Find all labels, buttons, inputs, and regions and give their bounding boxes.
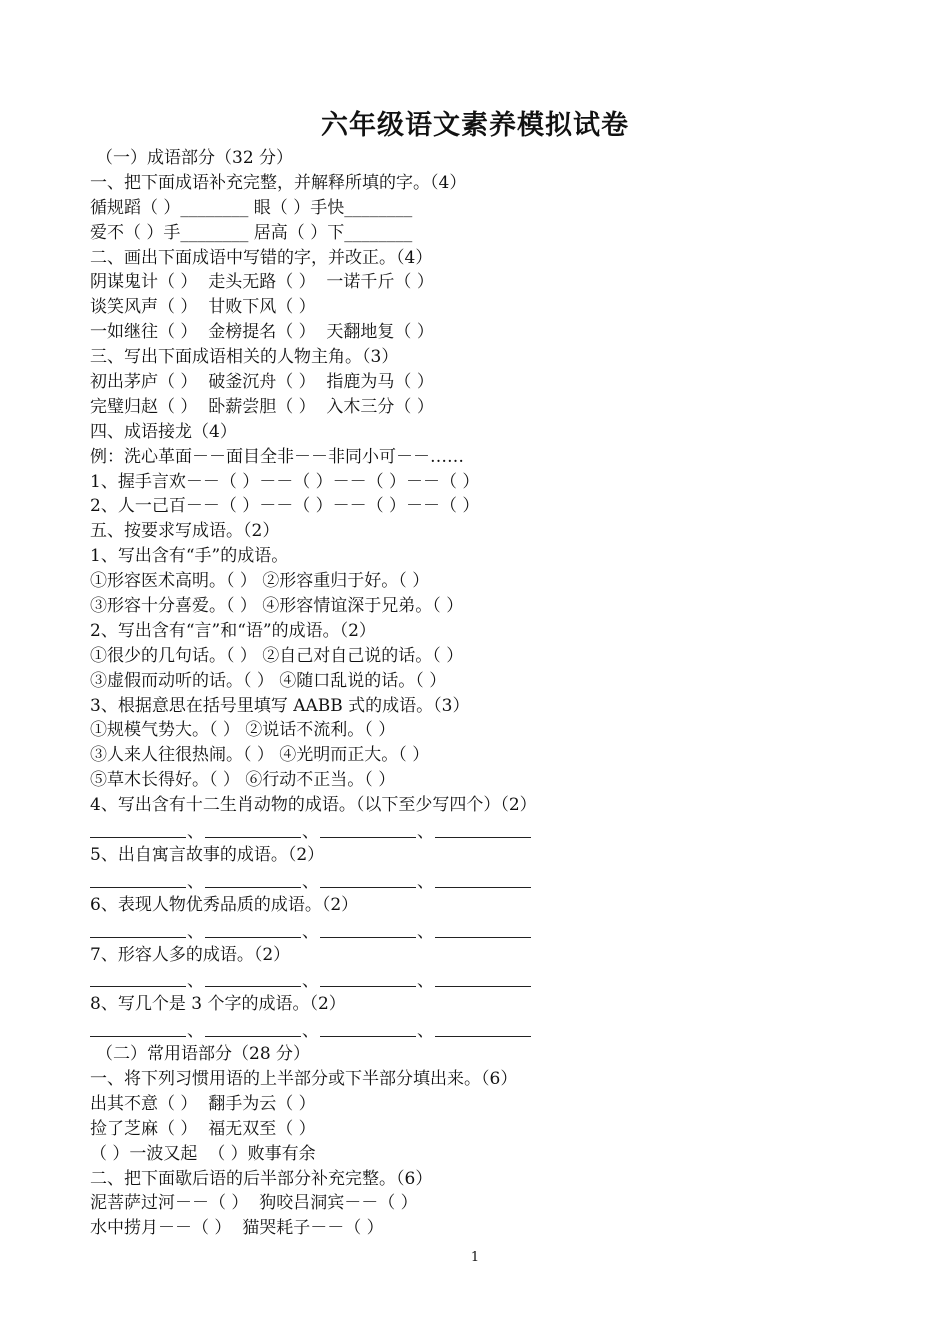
blank-separator: 、 — [417, 971, 434, 992]
answer-blank[interactable] — [320, 937, 416, 938]
text-line: 水中捞月－－（ ） 猫哭耗子－－（ ） — [90, 1218, 384, 1239]
answer-blank[interactable] — [320, 837, 416, 838]
text-line: ③人来人往很热闹。（ ） ④光明而正大。（ ） — [90, 745, 430, 766]
blank-separator: 、 — [417, 822, 434, 843]
text-line: 8、写几个是 3 个字的成语。（2） — [90, 994, 346, 1015]
blank-separator: 、 — [417, 871, 434, 892]
blank-separator: 、 — [302, 1021, 319, 1042]
text-line: 谈笑风声（ ） 甘败下风（ ） — [90, 297, 316, 318]
document-body — [90, 146, 880, 1241]
text-line: 爱不（ ）手________ 居高（ ）下________ — [90, 222, 413, 243]
page-number: 1 — [470, 1250, 480, 1265]
answer-blank[interactable] — [435, 937, 531, 938]
text-line: 4、写出含有十二生肖动物的成语。（以下至少写四个）（2） — [90, 795, 537, 816]
text-line: 泥菩萨过河－－（ ） 狗咬吕洞宾－－（ ） — [90, 1193, 418, 1214]
text-line: 1、握手言欢－－（ ）－－（ ）－－（ ）－－（ ） — [90, 471, 480, 492]
text-line: 7、形容人多的成语。（2） — [90, 944, 291, 965]
blank-separator: 、 — [187, 971, 204, 992]
answer-blank[interactable] — [435, 1036, 531, 1037]
answer-blank[interactable] — [90, 887, 186, 888]
answer-blank[interactable] — [90, 837, 186, 838]
text-line: 6、表现人物优秀品质的成语。（2） — [90, 894, 359, 915]
answer-blank[interactable] — [435, 986, 531, 987]
answer-blanks-row[interactable] — [90, 967, 880, 992]
blank-separator: 、 — [302, 822, 319, 843]
text-line: 五、按要求写成语。（2） — [90, 521, 280, 542]
answer-blank[interactable] — [435, 837, 531, 838]
blank-separator: 、 — [302, 921, 319, 942]
text-line: 阴谋鬼计（ ） 走头无路（ ） 一诺千斤（ ） — [90, 272, 434, 293]
answer-blank[interactable] — [205, 937, 301, 938]
answer-blank[interactable] — [320, 986, 416, 987]
answer-blank[interactable] — [205, 986, 301, 987]
text-line: ①形容医术高明。（ ） ②形容重归于好。（ ） — [90, 571, 430, 592]
text-line: 初出茅庐（ ） 破釜沉舟（ ） 指鹿为马（ ） — [90, 372, 434, 393]
blank-separator: 、 — [417, 1021, 434, 1042]
blank-separator: 、 — [187, 871, 204, 892]
text-line: ①规模气势大。（ ） ②说话不流利。（ ） — [90, 720, 396, 741]
text-line: 2、写出含有“言”和“语”的成语。（2） — [90, 620, 376, 641]
blank-separator: 、 — [187, 822, 204, 843]
text-line: （二）常用语部分（28 分） — [96, 1044, 311, 1065]
text-line: （一）成语部分（32 分） — [96, 148, 294, 168]
answer-blanks-row[interactable] — [90, 868, 880, 893]
blank-separator: 、 — [302, 871, 319, 892]
blank-separator: 、 — [187, 1021, 204, 1042]
answer-blank[interactable] — [435, 887, 531, 888]
text-line: 二、画出下面成语中写错的字，并改正。（4） — [90, 247, 433, 268]
text-line: ③虚假而动听的话。（ ） ④随口乱说的话。（ ） — [90, 670, 447, 691]
text-line: 一、把下面成语补充完整，并解释所填的字。（4） — [90, 172, 467, 193]
text-line: 3、根据意思在括号里填写 AABB 式的成语。（3） — [90, 695, 470, 716]
answer-blanks-row[interactable] — [90, 918, 880, 943]
text-line: ①很少的几句话。（ ） ②自己对自己说的话。（ ） — [90, 645, 464, 666]
text-line: 例：洗心革面－－面目全非－－非同小可－－…… — [90, 446, 464, 467]
answer-blank[interactable] — [205, 837, 301, 838]
answer-blank[interactable] — [205, 1036, 301, 1037]
text-line: （ ）一波又起 （ ）败事有余 — [90, 1143, 316, 1164]
text-line: 一、将下列习惯用语的上半部分或下半部分填出来。（6） — [90, 1068, 518, 1089]
text-line: 循规蹈（ ）________ 眼（ ）手快________ — [90, 197, 413, 218]
text-line: 1、写出含有“手”的成语。 — [90, 546, 289, 567]
answer-blank[interactable] — [205, 887, 301, 888]
text-line: ⑤草木长得好。（ ） ⑥行动不正当。（ ） — [90, 770, 396, 791]
text-line: 出其不意（ ） 翻手为云（ ） — [90, 1093, 316, 1114]
text-line: 三、写出下面成语相关的人物主角。（3） — [90, 347, 399, 368]
answer-blanks-row[interactable] — [90, 1017, 880, 1042]
answer-blank[interactable] — [320, 887, 416, 888]
page-title: 六年级语文素养模拟试卷 — [321, 110, 629, 141]
text-line: 2、人一己百－－（ ）－－（ ）－－（ ）－－（ ） — [90, 496, 480, 517]
text-line: ③形容十分喜爱。（ ） ④形容情谊深于兄弟。（ ） — [90, 596, 464, 617]
text-line: 二、把下面歇后语的后半部分补充完整。（6） — [90, 1168, 433, 1189]
text-line: 完璧归赵（ ） 卧薪尝胆（ ） 入木三分（ ） — [90, 396, 434, 417]
answer-blanks-row[interactable] — [90, 818, 880, 843]
text-line: 捡了芝麻（ ） 福无双至（ ） — [90, 1118, 316, 1139]
text-line: 一如继往（ ） 金榜提名（ ） 天翻地复（ ） — [90, 322, 434, 343]
answer-blank[interactable] — [90, 1036, 186, 1037]
blank-separator: 、 — [187, 921, 204, 942]
text-line: 5、出自寓言故事的成语。（2） — [90, 844, 325, 865]
answer-blank[interactable] — [90, 986, 186, 987]
answer-blank[interactable] — [320, 1036, 416, 1037]
answer-blank[interactable] — [90, 937, 186, 938]
blank-separator: 、 — [302, 971, 319, 992]
blank-separator: 、 — [417, 921, 434, 942]
text-line: 四、成语接龙（4） — [90, 421, 237, 442]
